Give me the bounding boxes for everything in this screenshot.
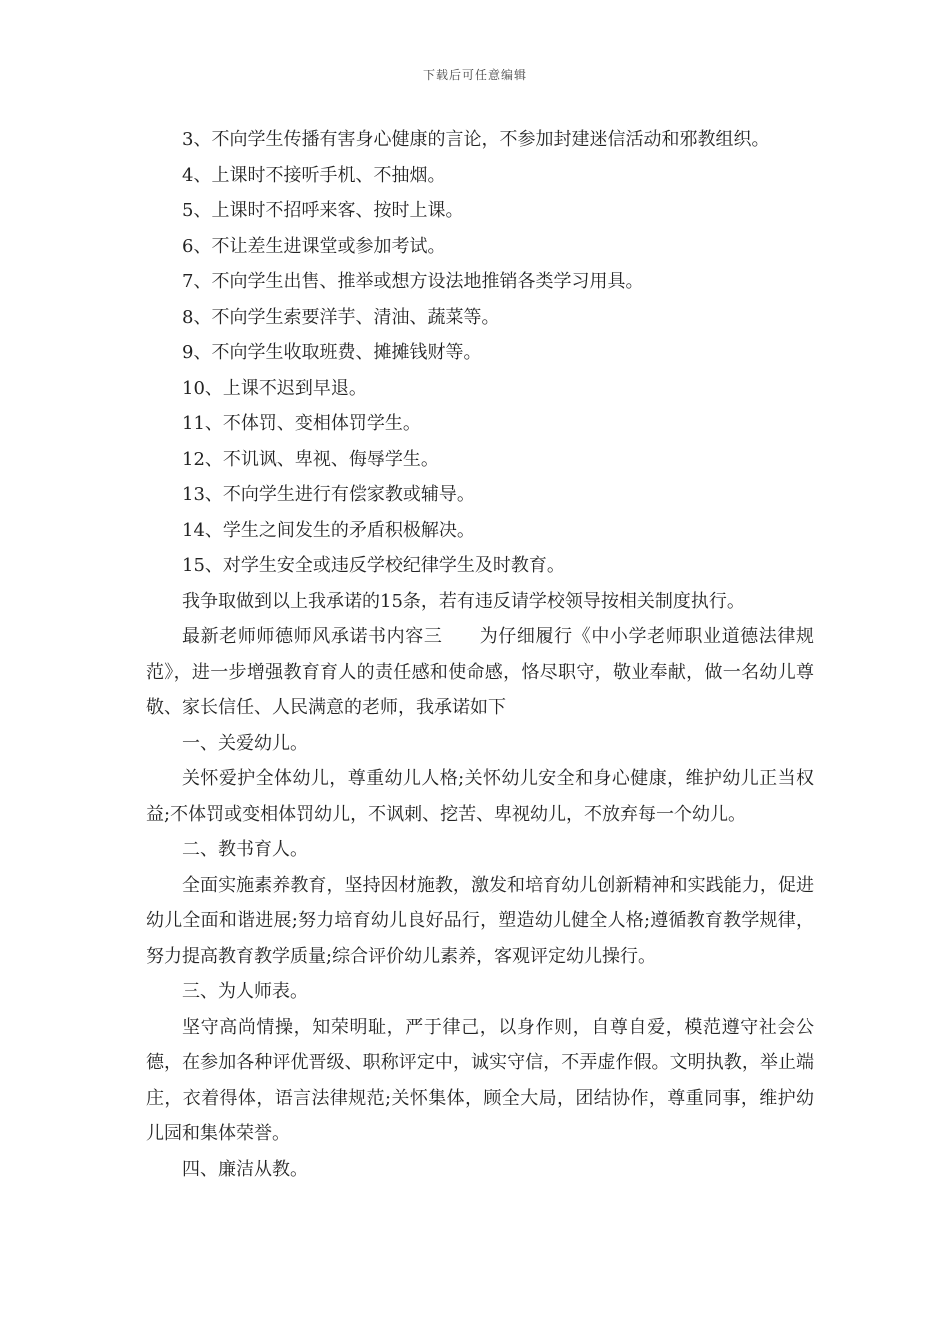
- paragraph-rule-6: 6、不让差生进课堂或参加考试。: [182, 235, 446, 257]
- paragraph-teaching-and-educating: 全面实施素养教育，坚持因材施教，激发和培育幼儿创新精神和实践能力，促进幼儿全面和谐进展;努力培育幼儿良好品行，塑造幼儿健全人格;遵循教育教学规律，努力提高教育教学质量;综合评价幼儿素养，客观评定幼儿操行。: [146, 874, 814, 967]
- heading-teaching-and-educating: 二、教书育人。: [182, 839, 308, 860]
- paragraph-rule-9: 9、不向学生收取班费、摊摊钱财等。: [182, 342, 482, 363]
- paragraph-rule-12: 12、不讥讽、卑视、侮辱学生。: [182, 448, 439, 470]
- heading-integrity-in-teaching: 四、廉洁从教。: [182, 1158, 308, 1180]
- paragraph-rule-11: 11、不体罚、变相体罚学生。: [182, 413, 421, 434]
- paragraph-commitment-summary: 我争取做到以上我承诺的15条，若有违反请学校领导按相关制度执行。: [182, 590, 745, 612]
- paragraph-rule-4: 4、上课时不接听手机、不抽烟。: [182, 164, 446, 186]
- paragraph-rule-14: 14、学生之间发生的矛盾积极解决。: [182, 519, 475, 541]
- heading-role-model: 三、为人师表。: [182, 981, 308, 1002]
- paragraph-rule-8: 8、不向学生索要洋芋、清油、蔬菜等。: [182, 306, 500, 328]
- paragraph-rule-7: 7、不向学生出售、推举或想方设法地推销各类学习用具。: [182, 271, 644, 292]
- paragraph-rule-15: 15、对学生安全或违反学校纪律学生及时教育。: [182, 555, 565, 576]
- paragraph-rule-5: 5、上课时不招呼来客、按时上课。: [182, 200, 464, 221]
- document-body: [146, 122, 814, 1187]
- header-note: 下载后可任意编辑: [422, 68, 527, 82]
- paragraph-care-for-children: 关怀爱护全体幼儿，尊重幼儿人格;关怀幼儿安全和身心健康，维护幼儿正当权益;不体罚或变相体罚幼儿，不讽刺、挖苦、卑视幼儿，不放弃每一个幼儿。: [146, 768, 814, 825]
- paragraph-role-model: 坚守高尚情操，知荣明耻，严于律己，以身作则，自尊自爱，模范遵守社会公德，在参加各种评优晋级、职称评定中，诚实守信，不弄虚作假。文明执教，举止端庄，衣着得体，语言法律规范;关怀集体，顾全大局，团结协作，尊重同事，维护幼儿园和集体荣誉。: [146, 1016, 814, 1144]
- heading-care-for-children: 一、关爱幼儿。: [182, 732, 308, 754]
- paragraph-rule-10: 10、上课不迟到早退。: [182, 377, 367, 399]
- paragraph-rule-13: 13、不向学生进行有偿家教或辅导。: [182, 484, 475, 505]
- paragraph-section-three-intro: 最新老师师德师风承诺书内容三 为仔细履行《中小学老师职业道德法律规范》，进一步增强教育育人的责任感和使命感，恪尽职守，敬业奉献，做一名幼儿尊敬、家长信任、人民满意的老师，我承诺如下: [146, 626, 814, 718]
- paragraph-rule-3: 3、不向学生传播有害身心健康的言论，不参加封建迷信活动和邪教组织。: [182, 129, 770, 150]
